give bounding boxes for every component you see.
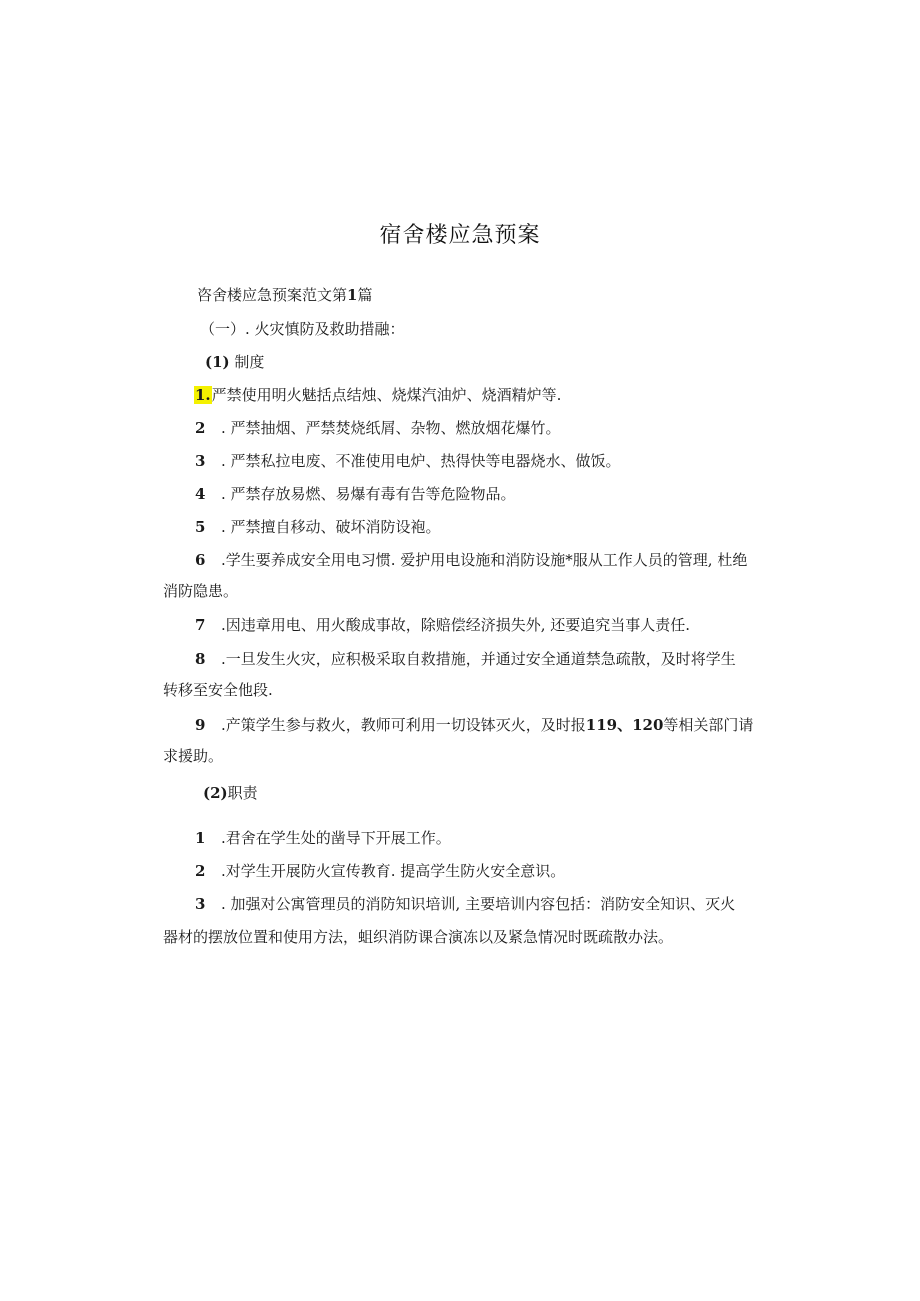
duty-number: 1 (195, 829, 206, 847)
rule-continuation: 消防隐患。 (163, 582, 239, 600)
duty-continuation: 器材的摆放位置和使用方法，蛆织消防课合演冻以及紧急情况时既疏散办法。 (163, 928, 674, 946)
rule-text: .产策学生参与救火，教师可利用一切设钵灭火，及时报 (221, 716, 586, 734)
rule-number: 9 (195, 716, 206, 734)
duty-text: . 加强对公寓管理员的消防知识培训, 主要培训内容包括：消防安全知识、灭火 (221, 895, 736, 913)
intro-prefix: 咨舍楼应急预案范文第 (197, 286, 348, 304)
rule-text: .学生要养成安全用电习惯. 爱护用电设施和消防设施*服从工作人员的管理, 杜绝 (221, 551, 748, 569)
rule-item (195, 516, 441, 538)
intro-suffix: 篇 (357, 286, 373, 304)
page-title: 宿舍楼应急预案 (379, 223, 541, 248)
intro-line (197, 284, 372, 306)
duty-text: .对学生开展防火宣传教育. 提高学生防火安全意识。 (221, 862, 566, 880)
rule-number: 4 (195, 485, 206, 503)
duty-item (195, 860, 565, 882)
subsection-number: (2) (203, 784, 228, 802)
subsection-label: 制度 (234, 353, 265, 371)
rule-text: 等相关部门请 (663, 716, 754, 734)
rule-text: . 严禁存放易燃、易爆有毒有告等危险物品。 (221, 485, 516, 503)
rule-text: .一旦发生火灾，应积极采取自救措施，并通过安全通道禁急疏散，及时将学生 (221, 650, 736, 668)
rule-item (195, 549, 747, 571)
rule-number: 8 (195, 650, 206, 668)
subsection-heading-system (205, 351, 264, 373)
rule-number: 6 (195, 551, 206, 569)
emergency-numbers: 119、120 (585, 716, 664, 734)
rule-item (195, 450, 621, 472)
rule-item (195, 714, 753, 736)
rule-item (195, 417, 561, 439)
duty-number: 3 (195, 895, 206, 913)
rule-continuation: 转移至安全他段. (163, 681, 273, 699)
intro-number: 1 (347, 286, 358, 304)
rule-text: . 严禁私拉电废、不准使用电炉、热得快等电器烧水、做饭。 (221, 452, 621, 470)
rule-text: . 严禁擅自移动、破坏消防设袍。 (221, 518, 441, 536)
duty-text: .君舍在学生处的凿导下开展工作。 (221, 829, 451, 847)
rule-number: 7 (195, 616, 206, 634)
rule-item (194, 384, 561, 406)
rule-text: . 严禁抽烟、严禁焚烧纸屑、杂物、燃放烟花爆竹。 (221, 419, 561, 437)
rule-number: 5 (195, 518, 206, 536)
section-heading: （一）. 火灾慎防及救助措融： (200, 320, 405, 338)
rule-text: 严禁使用明火魅括点结烛、烧煤汽油炉、烧酒精炉等. (211, 386, 562, 404)
subsection-heading-duties (203, 782, 258, 804)
duty-item (195, 893, 735, 915)
rule-number: 1. (195, 386, 211, 404)
rule-text: .因违章用电、用火酸成事故，除赔偿经济损失外, 还要追究当事人责任. (221, 616, 691, 634)
duty-item (195, 827, 451, 849)
rule-number: 2 (195, 419, 206, 437)
rule-continuation: 求援助。 (163, 747, 224, 765)
subsection-number: (1) (205, 353, 230, 371)
rule-item (195, 614, 690, 636)
rule-item (195, 648, 736, 670)
rule-number: 3 (195, 452, 206, 470)
duty-number: 2 (195, 862, 206, 880)
subsection-label: 职责 (227, 784, 258, 802)
rule-item (195, 483, 516, 505)
